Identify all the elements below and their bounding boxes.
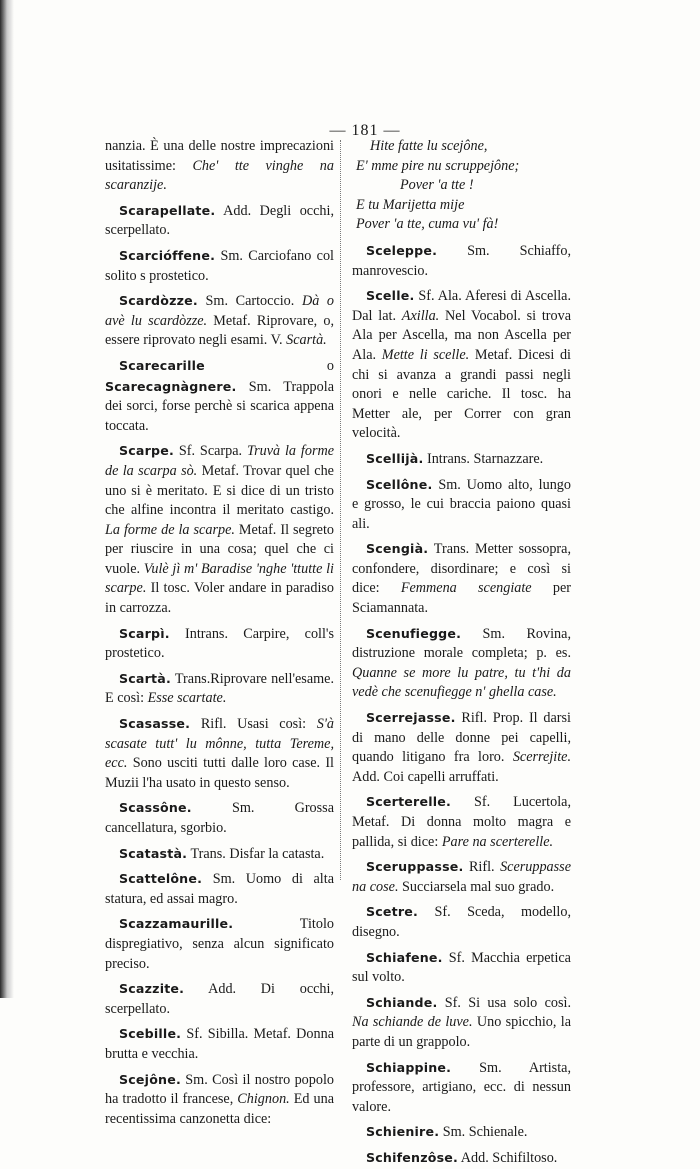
entry-italic: Axilla. (401, 307, 440, 324)
headword: Scarecarille (119, 357, 205, 373)
page-number: — 181 — (329, 122, 401, 139)
headword: Sceruppasse. (366, 859, 464, 875)
entry-text: Uno spicchio, la parte di un grappolo. (352, 1014, 571, 1050)
entry-text: Sf. Si usa solo così. (437, 994, 571, 1011)
entry-text: Add. Di occhi, scerpellato. (105, 981, 334, 1017)
entry-italic: Chignon. (237, 1091, 290, 1108)
entry-text: Sf. Macchia erpetica sul volto. (352, 949, 571, 986)
entry-text: Add. Schifiltoso. (458, 1149, 558, 1166)
entry-text: Sm. Grossa cancellatura, sgorbio. (105, 800, 334, 836)
headword: Scarpì. (119, 625, 170, 641)
entry-text: Sm. Trappola dei sorci, forse perchè si scarica appena toccata. (105, 378, 334, 434)
headword: Scasasse. (119, 716, 191, 732)
poem-line: Pover 'a tte, cuma vu' fà! (356, 216, 499, 233)
entry-text: Rifl. Usasi così: (190, 716, 317, 733)
dictionary-entry (105, 844, 334, 865)
headword: Scetre. (366, 904, 419, 920)
headword: Schienire. (366, 1124, 440, 1140)
headword: Scengià. (366, 541, 429, 557)
entry-text: Metaf. Dicesi di chi si avanza a grandi passi negli onori e nelle cariche. Il tosc. ha Metter ale, per Correr con gran velocità. (352, 346, 571, 442)
entry-italic: Che' tte vinghe na scaranzije. (105, 157, 334, 194)
entry-italic: Esse scartate. (147, 690, 227, 707)
headword: Scartà. (119, 670, 171, 686)
entry-text: Sf. Ala. Aferesi di Ascella. Dal lat. (352, 288, 571, 324)
headword: Scelle. (366, 288, 415, 304)
entry-text: Metaf. Riprovare, o, essere riprovato negli esami. V. (105, 312, 334, 349)
headword: Scarcióffene. (119, 247, 216, 263)
entry-text: Trans. Disfar la catasta. (187, 845, 325, 862)
entry-text: Sm. Carciofano col solito s prostetico. (105, 247, 334, 284)
dictionary-entry (352, 993, 571, 1053)
entry-text: Sf. Scarpa. (174, 443, 247, 460)
dictionary-entry (105, 291, 334, 351)
headword: Scarapellate. (119, 202, 216, 218)
entry-italic: Sceruppasse na cose. (352, 859, 571, 895)
entry-text: Succiarsela mal suo grado. (398, 878, 555, 895)
headword: Scassône. (119, 800, 192, 816)
entry-text: Sm. Artista, professore, artigiano, ecc. di nessun valore. (352, 1059, 571, 1115)
headword: Scazzamaurille. (119, 916, 234, 932)
headword: Scenufiegge. (366, 625, 462, 641)
entry-text: Il tosc. Voler andare in paradiso in carrozza. (105, 580, 334, 617)
left-column (105, 137, 334, 1129)
poem-quote (352, 137, 571, 235)
dictionary-entry (105, 624, 334, 664)
entry-italic: Dà o avè lu scardòzze. (105, 293, 335, 329)
entry-text: Nel Vocabol. si trova Ala per Ascella, ma non Ascella per Ala. (352, 307, 572, 363)
poem-line: E' mme pire nu scruppejône; (356, 157, 520, 174)
dictionary-entry (105, 669, 334, 709)
headword: Scazzite. (119, 981, 185, 997)
entry-text: Add. Degli occhi, scerpellato. (105, 202, 334, 239)
headword: Scellijà. (366, 450, 424, 466)
dictionary-entry (352, 624, 571, 703)
dictionary-entry (105, 1024, 334, 1064)
dictionary-entry (352, 1148, 571, 1169)
poem-line: Hite fatte lu scejône, (370, 138, 488, 154)
entry-text: Sm. Cartoccio. (197, 293, 302, 310)
entry-text: Metaf. Il segreto per riuscire in una cosa; quel che ci vuole. (105, 521, 334, 577)
dictionary-entry (105, 869, 334, 909)
dictionary-entry (352, 1122, 571, 1143)
entry-italic: Scerrejite. (512, 749, 571, 766)
entry-text: Sm. Uomo alto, lungo e grosso, le cui braccia paiono quasi ali. (352, 476, 571, 532)
dictionary-entry (352, 948, 571, 988)
entry-text: Titolo dispregiativo, senza alcun significato preciso. (105, 916, 334, 972)
headword: Scerterelle. (366, 794, 451, 810)
dictionary-entry (105, 798, 334, 838)
dictionary-entry (352, 902, 571, 942)
entry-text: nanzia. È una delle nostre imprecazioni usitatissime: (105, 138, 334, 174)
dictionary-entry (352, 857, 571, 897)
poem-line: Pover 'a tte ! (400, 177, 474, 194)
entry-text: Sm. Uomo di alta statura, ed assai magro. (105, 871, 334, 907)
right-column (352, 137, 571, 1169)
headword: Sceleppe. (366, 242, 438, 258)
entry-text: Sono usciti tutti dalle loro case. Il Muzii l'ha usato in questo senso. (105, 755, 334, 791)
headword: Schifenzôse. (366, 1149, 459, 1165)
entry-italic: Pare na scerterelle. (441, 833, 554, 850)
poem-line: E tu Marijetta mije (356, 196, 465, 213)
entry-text: Intrans. Carpire, coll's prostetico. (105, 625, 334, 662)
entry-text: Add. Coi capelli arruffati. (352, 768, 499, 785)
dictionary-entry (352, 475, 571, 535)
headword: Scarpe. (119, 443, 174, 459)
dictionary-entry (352, 241, 571, 281)
dictionary-entry (105, 356, 334, 436)
entry-text: o (204, 357, 334, 374)
entry-italic: Mette li scelle. (381, 346, 470, 363)
headword: Schiappine. (366, 1059, 452, 1075)
headword: Schiafene. (366, 949, 443, 965)
entry-italic: S'à scasate tutt' lu mônne, tutta Tereme, ecc. (105, 716, 334, 772)
entry-italic: Na schiande de luve. (352, 1014, 473, 1031)
entry-text: Sm. Rovina, distruzione morale completa; p. es. (352, 625, 571, 662)
entry-text: Trans.Riprovare nell'esame. E così: (105, 670, 334, 707)
dictionary-entry (352, 286, 571, 444)
dictionary-entry (105, 979, 334, 1019)
headword: Scejône. (119, 1071, 181, 1087)
entry-italic: Scartà. (286, 332, 327, 349)
headword: Scarecagnàgnere. (105, 378, 237, 394)
dictionary-entry (352, 539, 571, 618)
entry-text: Intrans. Starnazzare. (423, 450, 544, 467)
dictionary-entry (105, 914, 334, 974)
entry-text: Sm. Così il nostro popolo ha tradotto il francese, (105, 1071, 334, 1108)
entry-text: Sf. Sceda, modello, disegno. (352, 904, 571, 940)
dictionary-entry (105, 201, 334, 241)
entry-text: Trans. Metter sossopra, confondere, disordinare; e così si dice: (352, 541, 571, 597)
entry-text: Sf. Sibilla. Metaf. Donna brutta e vecchia. (105, 1026, 334, 1062)
entry-italic: Quanne se more lu patre, tu t'hi da vedè che scenufiegge n' ghella case. (352, 664, 571, 701)
dictionary-entry (352, 792, 571, 852)
entry-text: Metaf. Trovar quel che uno si è meritato. E si dice di un tristo che alfine incontra il meritato castigo. (105, 462, 334, 519)
entry-text: Sm. Schienale. (439, 1124, 528, 1141)
dictionary-entry (105, 714, 334, 793)
headword: Scardòzze. (119, 293, 198, 309)
dictionary-entry (105, 246, 334, 286)
entry-text: Rifl. (463, 859, 501, 876)
entry-italic: Femmena scengiate (400, 580, 532, 597)
entry-text: Ed una recentissima canzonetta dice: (105, 1091, 335, 1127)
entry-text: Sm. Schiaffo, manrovescio. (352, 242, 571, 279)
dictionary-entry (105, 441, 334, 618)
column-divider (340, 140, 347, 880)
entry-text: Sf. Lucertola, Metaf. Di donna molto magra e pallida, si dice: (352, 794, 571, 850)
dictionary-entry (105, 1070, 334, 1130)
headword: Scatastà. (119, 845, 188, 861)
dictionary-entry (352, 1058, 571, 1118)
headword: Scerrejasse. (366, 710, 456, 726)
headword: Scellône. (366, 476, 433, 492)
headword: Schiande. (366, 994, 438, 1010)
entry-italic: Truvà la forme de la scarpa sò. (105, 443, 335, 479)
headword: Scebille. (119, 1026, 182, 1042)
entry-text: Rifl. Prop. Il darsi di mano delle donne pei capelli, quando litigano fra loro. (352, 710, 571, 766)
page-edge-shadow (0, 0, 14, 998)
entry-italic: La forme de la scarpe. (105, 521, 235, 538)
headword: Scattelône. (119, 871, 203, 887)
entry-italic: Vulè jì m' Baradise 'nghe 'ttutte li scarpe. (105, 560, 334, 597)
entry-text: per Sciamannata. (352, 580, 571, 617)
dictionary-entry (352, 449, 571, 470)
dictionary-entry (105, 137, 334, 196)
dictionary-entry (352, 708, 571, 787)
